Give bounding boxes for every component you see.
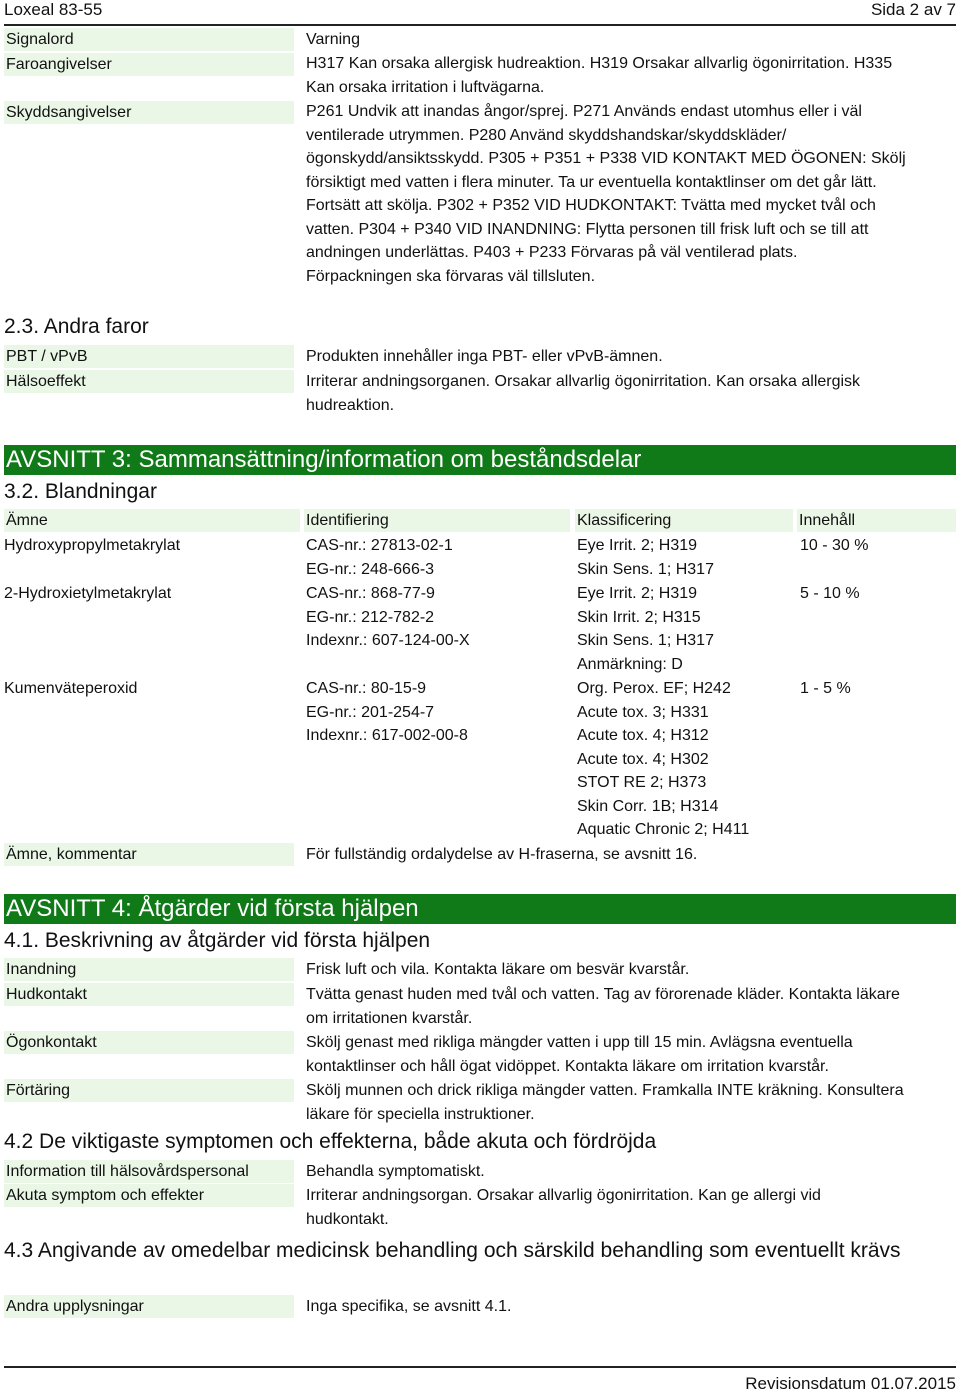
- amne-kommentar-value: För fullständig ordalydelse av H-fraserna, se avsnitt 16.: [306, 846, 698, 863]
- section-4-heading: AVSNITT 4: Åtgärder vid första hjälpen: [4, 894, 956, 924]
- fortaring-label: Förtäring: [4, 1079, 294, 1102]
- klass-line: Skin Sens. 1; H317: [577, 632, 714, 649]
- pbt-value: Produkten innehåller inga PBT- eller vPvB-ämnen.: [306, 348, 663, 365]
- table-row-1-innehall: 10 - 30 %: [800, 537, 869, 554]
- table-row-1-klass: [577, 534, 714, 581]
- table-row-2-name: 2-Hydroxietylmetakrylat: [4, 585, 172, 602]
- page-header: [4, 0, 956, 26]
- inandning-label: Inandning: [4, 958, 294, 981]
- signalord-label: Signalord: [4, 28, 294, 51]
- klass-line: Org. Perox. EF; H242: [577, 680, 731, 697]
- footer-divider: [4, 1366, 956, 1368]
- ident-line: CAS-nr.: 80-15-9: [306, 680, 427, 697]
- klass-line: Acute tox. 4; H302: [577, 750, 709, 768]
- col-header-amne: Ämne: [4, 509, 300, 532]
- table-row-1-name: Hydroxypropylmetakrylat: [4, 537, 181, 554]
- medicinsk-behandling-heading: 4.3 Angivande av omedelbar medicinsk behandling och särskild behandling som eventuellt krävs: [4, 1239, 901, 1262]
- ident-line: CAS-nr.: 27813-02-1: [306, 537, 453, 554]
- ogonkontakt-value: Skölj genast med rikliga mängder vatten i upp till 15 min. Avlägsna eventuella kontaktlinser och håll ögat vidöppet. Kontakta läkare om irritation kvarstår.: [306, 1034, 853, 1075]
- hudkontakt-label: Hudkontakt: [4, 983, 294, 1006]
- col-header-identifiering: Identifiering: [304, 509, 570, 532]
- beskrivning-heading: 4.1. Beskrivning av åtgärder vid första hjälpen: [4, 929, 431, 952]
- table-row-2-klass: [577, 582, 714, 676]
- table-row-2-innehall: 5 - 10 %: [800, 585, 860, 602]
- table-row-3-klass: [577, 677, 749, 842]
- symptom-heading: 4.2 De viktigaste symptomen och effekterna, både akuta och fördröjda: [4, 1130, 657, 1153]
- col-header-innehall: Innehåll: [797, 509, 956, 532]
- table-row-3-ident: [306, 677, 468, 748]
- hudkontakt-value: Tvätta genast huden med tvål och vatten. Tag av förorenade kläder. Kontakta läkare om irritationen kvarstår.: [306, 986, 900, 1027]
- product-name: Loxeal 83-55: [4, 0, 103, 19]
- skyddsangivelser-label: Skyddsangivelser: [4, 101, 294, 124]
- klass-line: Skin Corr. 1B; H314: [577, 797, 719, 815]
- andra-upplysningar-label: Andra upplysningar: [4, 1295, 294, 1318]
- info-halsovard-value: Behandla symptomatiskt.: [306, 1163, 485, 1180]
- table-row-1-ident: [306, 534, 453, 581]
- klass-line: Skin Sens. 1; H317: [577, 560, 714, 578]
- faroangivelser-value: H317 Kan orsaka allergisk hudreaktion. H319 Orsakar allvarlig ögonirritation. H335 Kan orsaka irritation i luftvägarna.: [306, 55, 893, 96]
- halsoeffekt-value: Irriterar andningsorganen. Orsakar allvarlig ögonirritation. Kan orsaka allergisk hudreaktion.: [306, 373, 861, 414]
- table-row-3-innehall: 1 - 5 %: [800, 680, 851, 697]
- andra-faror-heading: 2.3. Andra faror: [4, 315, 149, 338]
- klass-line: Anmärkning: D: [577, 655, 683, 673]
- klass-line: Eye Irrit. 2; H319: [577, 537, 698, 554]
- ident-line: EG-nr.: 201-254-7: [306, 703, 435, 721]
- skyddsangivelser-value: P261 Undvik att inandas ångor/sprej. P271 Används endast utomhus eller i väl ventilerade utrymmen. P280 Använd skyddshandskar/skyddskläder/ögonskydd/ansiktsskydd. P305 + P351 + P338 VID KONTAKT MED ÖGONEN: Skölj försiktigt med vatten i flera minuter. Ta ur eventuella kontaktlinser om det går lätt. Fortsätt att skölja. P302 + P352 VID HUDKONTAKT: Tvätta med mycket tvål och vatten. P304 + P340 VID INANDNING: Flytta personen till frisk luft och se till att andningen underlättas. P403 + P233 Förvaras på väl ventilerad plats. Förpackningen ska förvaras väl tillsluten.: [306, 103, 906, 285]
- info-halsovard-label: Information till hälsovårdspersonal: [4, 1160, 294, 1183]
- revision-date: Revisionsdatum 01.07.2015: [745, 1374, 956, 1393]
- blandningar-heading: 3.2. Blandningar: [4, 480, 157, 503]
- table-row-2-ident: [306, 582, 470, 653]
- amne-kommentar-label: Ämne, kommentar: [4, 843, 294, 866]
- klass-line: Eye Irrit. 2; H319: [577, 585, 698, 602]
- ident-line: Indexnr.: 617-002-00-8: [306, 727, 468, 744]
- ident-line: CAS-nr.: 868-77-9: [306, 585, 435, 602]
- andra-upplysningar-value: Inga specifika, se avsnitt 4.1.: [306, 1298, 512, 1315]
- klass-line: STOT RE 2; H373: [577, 774, 707, 791]
- klass-line: Acute tox. 3; H331: [577, 703, 709, 721]
- pbt-label: PBT / vPvB: [4, 345, 294, 368]
- col-header-klassificering: Klassificering: [575, 509, 793, 532]
- halsoeffekt-label: Hälsoeffekt: [4, 370, 294, 393]
- ogonkontakt-label: Ögonkontakt: [4, 1031, 294, 1054]
- akuta-symptom-value: Irriterar andningsorgan. Orsakar allvarlig ögonirritation. Kan ge allergi vid hudkontakt.: [306, 1187, 821, 1228]
- ident-line: EG-nr.: 212-782-2: [306, 608, 435, 626]
- faroangivelser-label: Faroangivelser: [4, 53, 294, 76]
- inandning-value: Frisk luft och vila. Kontakta läkare om besvär kvarstår.: [306, 961, 690, 978]
- page-number: Sida 2 av 7: [870, 0, 956, 19]
- ident-line: Indexnr.: 607-124-00-X: [306, 632, 470, 649]
- table-row-3-name: Kumenväteperoxid: [4, 680, 138, 697]
- klass-line: Aquatic Chronic 2; H411: [577, 821, 750, 838]
- signalord-value: Varning: [306, 31, 360, 48]
- klass-line: Acute tox. 4; H312: [577, 727, 709, 744]
- ident-line: EG-nr.: 248-666-3: [306, 560, 435, 578]
- klass-line: Skin Irrit. 2; H315: [577, 608, 701, 626]
- akuta-symptom-label: Akuta symptom och effekter: [4, 1184, 294, 1207]
- section-3-heading: AVSNITT 3: Sammansättning/information om beståndsdelar: [4, 445, 956, 475]
- fortaring-value: Skölj munnen och drick rikliga mängder vatten. Framkalla INTE kräkning. Konsultera läkare för speciella instruktioner.: [306, 1082, 904, 1123]
